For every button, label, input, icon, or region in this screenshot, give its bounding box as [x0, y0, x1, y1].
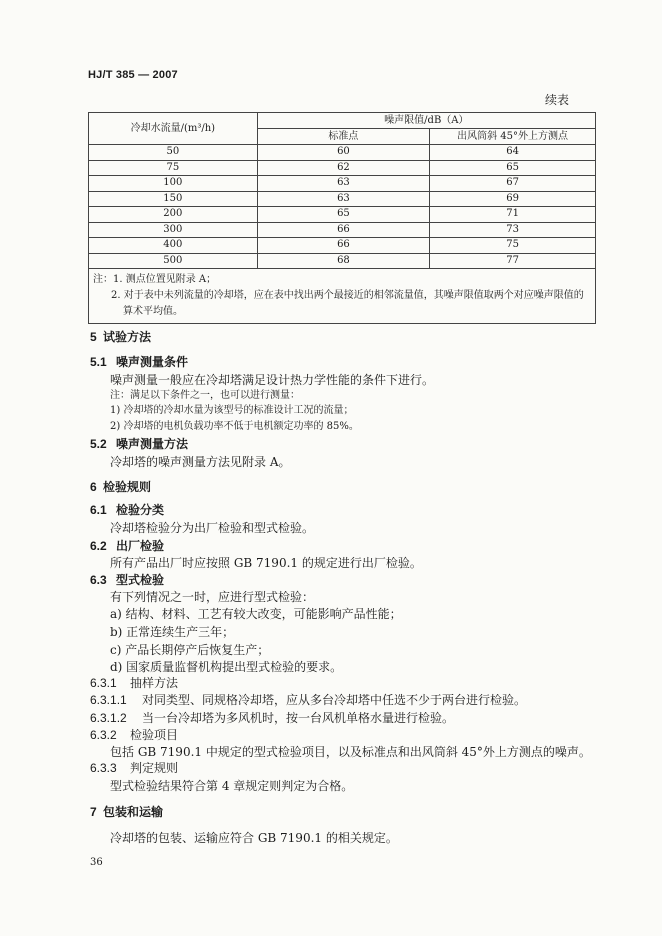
- section-6-3-1-heading: [90, 675, 178, 691]
- outlet-point-header: 出风筒斜 45°外上方测点: [430, 129, 596, 145]
- standard-point-cell: 63: [257, 176, 429, 192]
- section-6-3-3-heading: [90, 760, 178, 776]
- section-title: 判定规则: [130, 761, 179, 775]
- section-5-heading: [90, 329, 151, 345]
- noise-limit-group-header: 噪声限值/dB（A）: [257, 113, 595, 129]
- outlet-point-cell: 73: [430, 222, 596, 238]
- standard-point-cell: 60: [257, 145, 429, 161]
- section-number: 6.2: [90, 539, 107, 553]
- page-number: 36: [90, 857, 103, 868]
- outlet-point-cell: 69: [430, 191, 596, 207]
- noise-limit-table: [88, 112, 596, 324]
- section-number: 6.3.1.1: [90, 693, 127, 707]
- flow-cell: 300: [89, 222, 258, 238]
- outlet-point-cell: 75: [430, 238, 596, 254]
- standard-point-cell: 68: [257, 253, 429, 269]
- section-number: 6.3.1: [90, 676, 117, 690]
- section-number: 6.3.3: [90, 761, 117, 775]
- section-6-2-text: 所有产品出厂时应按照 GB 7190.1 的规定进行出厂检验。: [110, 556, 422, 570]
- section-5-1-note-item-1: 1) 冷却塔的冷却水量为该型号的标准设计工况的流量；: [110, 405, 354, 416]
- section-title: 噪声测量方法: [116, 437, 189, 451]
- flow-column-header: 冷却水流量/(m³/h): [89, 113, 258, 145]
- section-6-1-text: 冷却塔检验分为出厂检验和型式检验。: [110, 521, 315, 535]
- section-number: 5: [90, 330, 97, 344]
- section-number: 7: [90, 805, 97, 819]
- section-6-3-heading: [90, 572, 164, 588]
- table-note-1: 注：1. 测点位置见附录 A；: [93, 274, 217, 285]
- table-row: [89, 238, 596, 254]
- section-5-1-note: 注：满足以下条件之一，也可以进行测量：: [110, 390, 300, 401]
- section-5-2-text: 冷却塔的噪声测量方法见附录 A。: [110, 455, 291, 469]
- standard-point-cell: 66: [257, 238, 429, 254]
- section-title: 检验项目: [130, 728, 179, 742]
- flow-cell: 75: [89, 160, 258, 176]
- table-row: [89, 253, 596, 269]
- standard-point-cell: 62: [257, 160, 429, 176]
- section-number: 5.2: [90, 437, 107, 451]
- section-5-1-heading: [90, 354, 188, 370]
- section-title: 试验方法: [103, 330, 152, 344]
- section-6-3-2-heading: [90, 727, 178, 743]
- section-6-3-item-c: c) 产品长期停产后恢复生产；: [110, 643, 270, 657]
- outlet-point-cell: 77: [430, 253, 596, 269]
- section-6-3-1-2-clause: [90, 710, 454, 726]
- table-row: [89, 160, 596, 176]
- outlet-point-cell: 65: [430, 160, 596, 176]
- clause-text: 当一台冷却塔为多风机时，按一台风机单格水量进行检验。: [142, 711, 455, 725]
- section-number: 6.3: [90, 573, 107, 587]
- section-6-3-text: 有下列情况之一时，应进行型式检验：: [110, 590, 315, 604]
- section-7-text: 冷却塔的包装、运输应符合 GB 7190.1 的相关规定。: [110, 831, 398, 845]
- section-title: 包装和运输: [103, 805, 164, 819]
- clause-text: 对同类型、同规格冷却塔，应从多台冷却塔中任选不少于两台进行检验。: [142, 693, 527, 707]
- table-row: [89, 145, 596, 161]
- section-5-1-note-item-2: 2) 冷却塔的电机负载功率不低于电机额定功率的 85%。: [110, 421, 359, 432]
- section-6-3-item-a: a) 结构、材料、工艺有较大改变，可能影响产品性能；: [110, 607, 402, 621]
- table-row: [89, 222, 596, 238]
- table-note-2: 2. 对于表中未列流量的冷却塔，应在表中找出两个最接近的相邻流量值，其噪声限值取两个对应噪声限值的: [111, 290, 584, 301]
- section-title: 抽样方法: [130, 676, 179, 690]
- section-6-3-2-text: 包括 GB 7190.1 中规定的型式检验项目，以及标准点和出风筒斜 45°外上方测点的噪声。: [110, 745, 591, 759]
- section-5-1-text: 噪声测量一般应在冷却塔满足设计热力学性能的条件下进行。: [110, 373, 435, 387]
- outlet-point-cell: 67: [430, 176, 596, 192]
- standard-point-cell: 66: [257, 222, 429, 238]
- flow-cell: 400: [89, 238, 258, 254]
- flow-cell: 50: [89, 145, 258, 161]
- flow-cell: 150: [89, 191, 258, 207]
- section-6-1-heading: [90, 502, 164, 518]
- section-5-2-heading: [90, 436, 188, 452]
- standard-point-cell: 65: [257, 207, 429, 223]
- section-6-3-1-1-clause: [90, 692, 526, 708]
- table-continued-label: 续表: [545, 93, 570, 107]
- section-6-3-item-b: b) 正常连续生产三年；: [110, 625, 235, 639]
- section-6-2-heading: [90, 538, 164, 554]
- section-6-3-3-text: 型式检验结果符合第 4 章规定则判定为合格。: [110, 779, 354, 793]
- flow-cell: 500: [89, 253, 258, 269]
- table-row: [89, 207, 596, 223]
- table-header-row: [89, 113, 596, 129]
- table-note-2-continued: 算术平均值。: [123, 306, 183, 317]
- section-number: 5.1: [90, 355, 107, 369]
- outlet-point-cell: 71: [430, 207, 596, 223]
- section-number: 6: [90, 480, 97, 494]
- outlet-point-cell: 64: [430, 145, 596, 161]
- section-7-heading: [90, 804, 163, 820]
- section-number: 6.1: [90, 503, 107, 517]
- section-title: 噪声测量条件: [116, 355, 189, 369]
- section-number: 6.3.2: [90, 728, 117, 742]
- section-title: 检验分类: [116, 503, 165, 517]
- section-title: 出厂检验: [116, 539, 165, 553]
- standard-point-cell: 63: [257, 191, 429, 207]
- table-notes: [89, 269, 596, 324]
- section-number: 6.3.1.2: [90, 711, 127, 725]
- standard-number: HJ/T 385 — 2007: [88, 69, 178, 81]
- table-notes-row: [89, 269, 596, 324]
- table-row: [89, 176, 596, 192]
- flow-cell: 200: [89, 207, 258, 223]
- flow-cell: 100: [89, 176, 258, 192]
- table-row: [89, 191, 596, 207]
- section-title: 检验规则: [103, 480, 152, 494]
- standard-point-header: 标准点: [257, 129, 429, 145]
- section-6-heading: [90, 479, 151, 495]
- section-title: 型式检验: [116, 573, 165, 587]
- section-6-3-item-d: d) 国家质量监督机构提出型式检验的要求。: [110, 660, 343, 674]
